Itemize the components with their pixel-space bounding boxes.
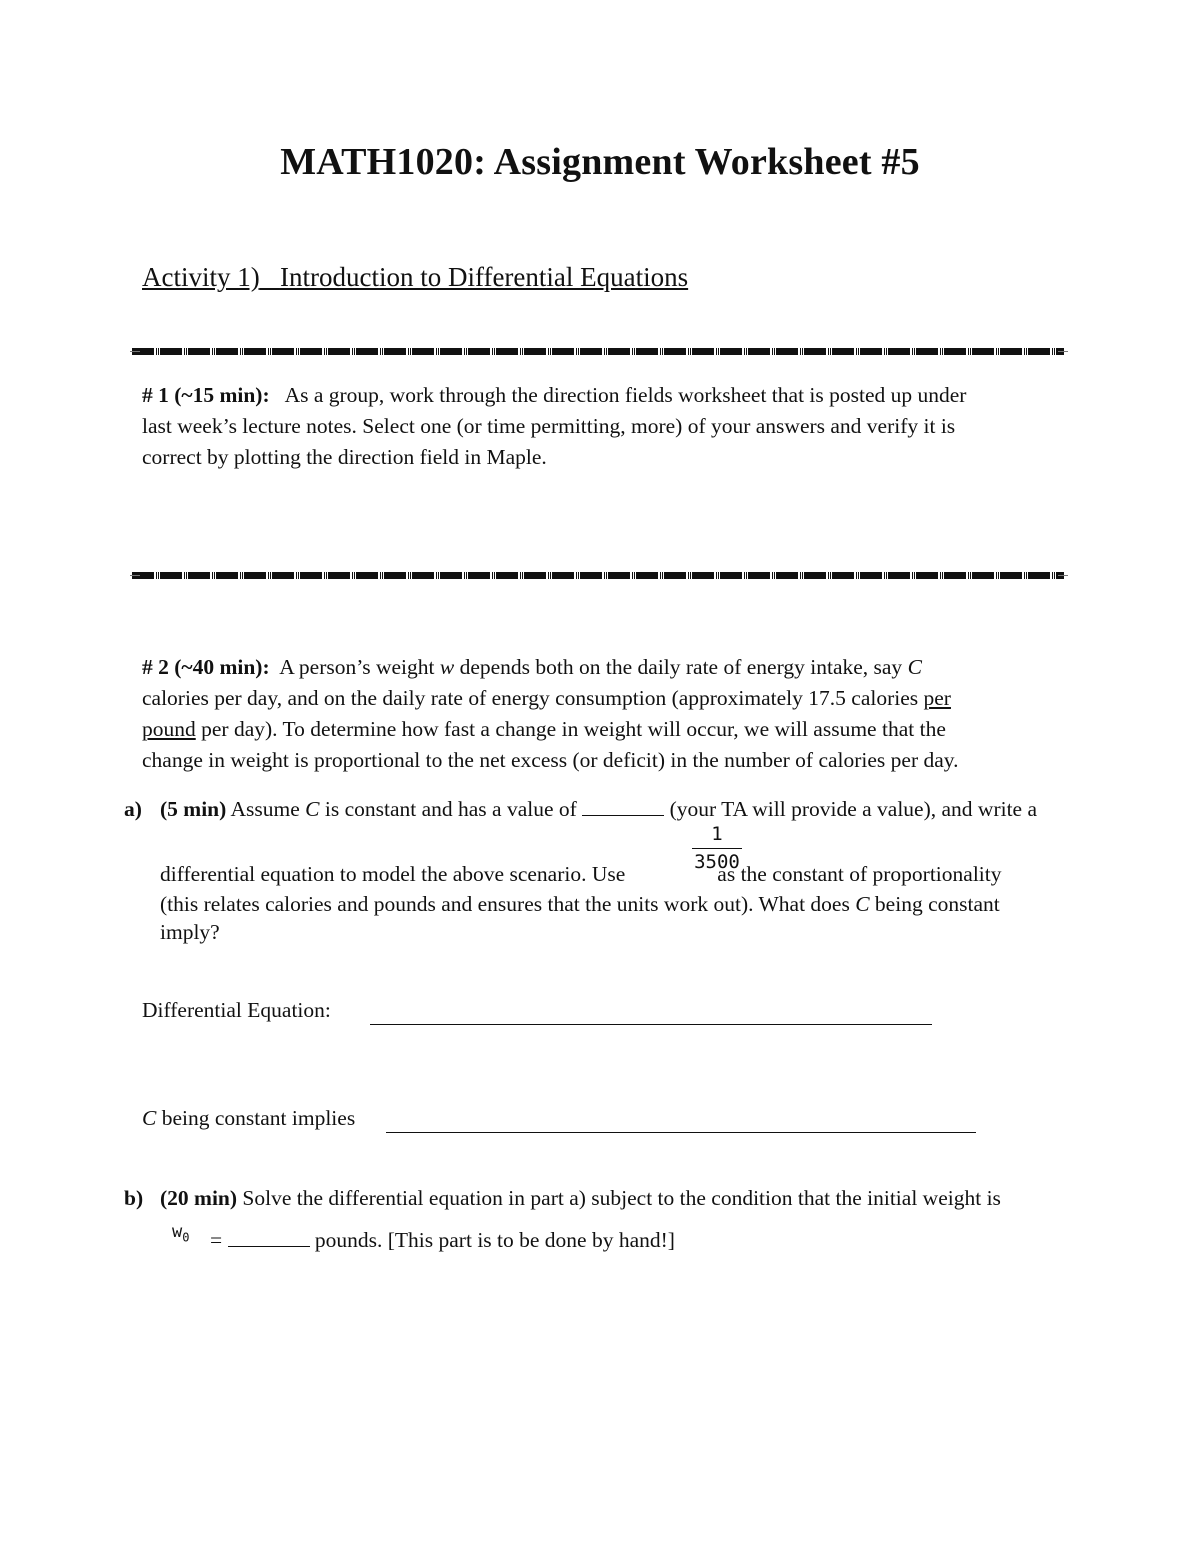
question-1-line2: last week’s lecture notes. Select one (or time permitting, more) of your answers and verify it is [142,414,956,438]
underlined-pound: pound [142,717,196,741]
fraction-denominator: 3500 [694,851,740,873]
part-b-text: pounds. [This part is to be done by hand!] [309,1228,675,1252]
variable-w: w [172,1222,183,1242]
activity-name: Introduction to Differential Equations [279,262,689,292]
part-a-time: (5 min) [160,797,227,821]
question-2-label: # 2 (~40 min): [142,655,270,679]
variable-c: C [855,892,870,916]
differential-equation-answer-line[interactable] [370,1024,932,1025]
part-b-label: b) [124,1186,144,1210]
variable-c: C [305,797,320,821]
part-a-text: as the constant of proportionality [717,862,1002,886]
part-a-text: differential equation to model the above scenario. Use [160,862,626,886]
part-a-text: being constant [869,892,1000,916]
c-constant-label [142,1106,355,1131]
question-2-text: A person’s weight [279,655,440,679]
question-1-label: # 1 (~15 min): [142,383,270,407]
variable-w: w [439,655,455,679]
part-a-text: (this relates calories and pounds and ensures that the units work out). What does [160,892,856,916]
part-a-text: (your TA will provide a value), and write a [664,797,1038,821]
question-1 [142,380,1082,473]
equals-sign: = [210,1228,223,1252]
c-constant-text: being constant implies [156,1106,356,1130]
divider-bottom [132,572,1064,579]
part-b-line1 [160,1186,1001,1211]
part-a-line1 [160,797,1037,822]
part-b-time: (20 min) [160,1186,238,1210]
subscript-zero: 0 [182,1230,190,1245]
variable-c: C [142,1106,157,1130]
differential-equation-label: Differential Equation: [142,998,331,1022]
part-a-text: Assume [226,797,306,821]
initial-weight-blank[interactable] [228,1245,310,1247]
underlined-per: per [923,686,951,710]
initial-weight-symbol [172,1222,189,1244]
activity-heading [142,262,688,293]
c-constant-answer-line[interactable] [386,1132,976,1133]
part-b-text: Solve the differential equation in part a) subject to the condition that the initial weight is [237,1186,1001,1210]
question-1-line3: correct by plotting the direction field in Maple. [142,445,547,469]
part-a-line3 [160,892,1000,917]
part-b-line2 [210,1228,675,1253]
question-2-line3: per day). To determine how fast a change in weight will occur, we will assume that the [195,717,946,741]
divider-top [132,348,1064,355]
fraction-numerator: 1 [711,823,723,845]
part-a-line4: imply? [160,920,220,944]
part-a-label: a) [124,797,142,821]
question-2 [142,652,1082,776]
fraction-bar [692,848,742,849]
question-2-line4: change in weight is proportional to the net excess (or deficit) in the number of calories per day. [142,748,959,772]
activity-label: Activity 1) [142,262,260,292]
page-title: MATH1020: Assignment Worksheet #5 [280,141,920,183]
c-value-blank[interactable] [582,814,664,816]
question-1-line1: As a group, work through the direction fields worksheet that is posted up under [284,383,967,407]
question-2-text: depends both on the daily rate of energy intake, say [454,655,908,679]
part-a-line2 [160,862,1002,887]
variable-c: C [907,655,922,679]
part-a-text: is constant and has a value of [319,797,583,821]
question-2-line2: calories per day, and on the daily rate of energy consumption (approximately 17.5 calories [142,686,924,710]
